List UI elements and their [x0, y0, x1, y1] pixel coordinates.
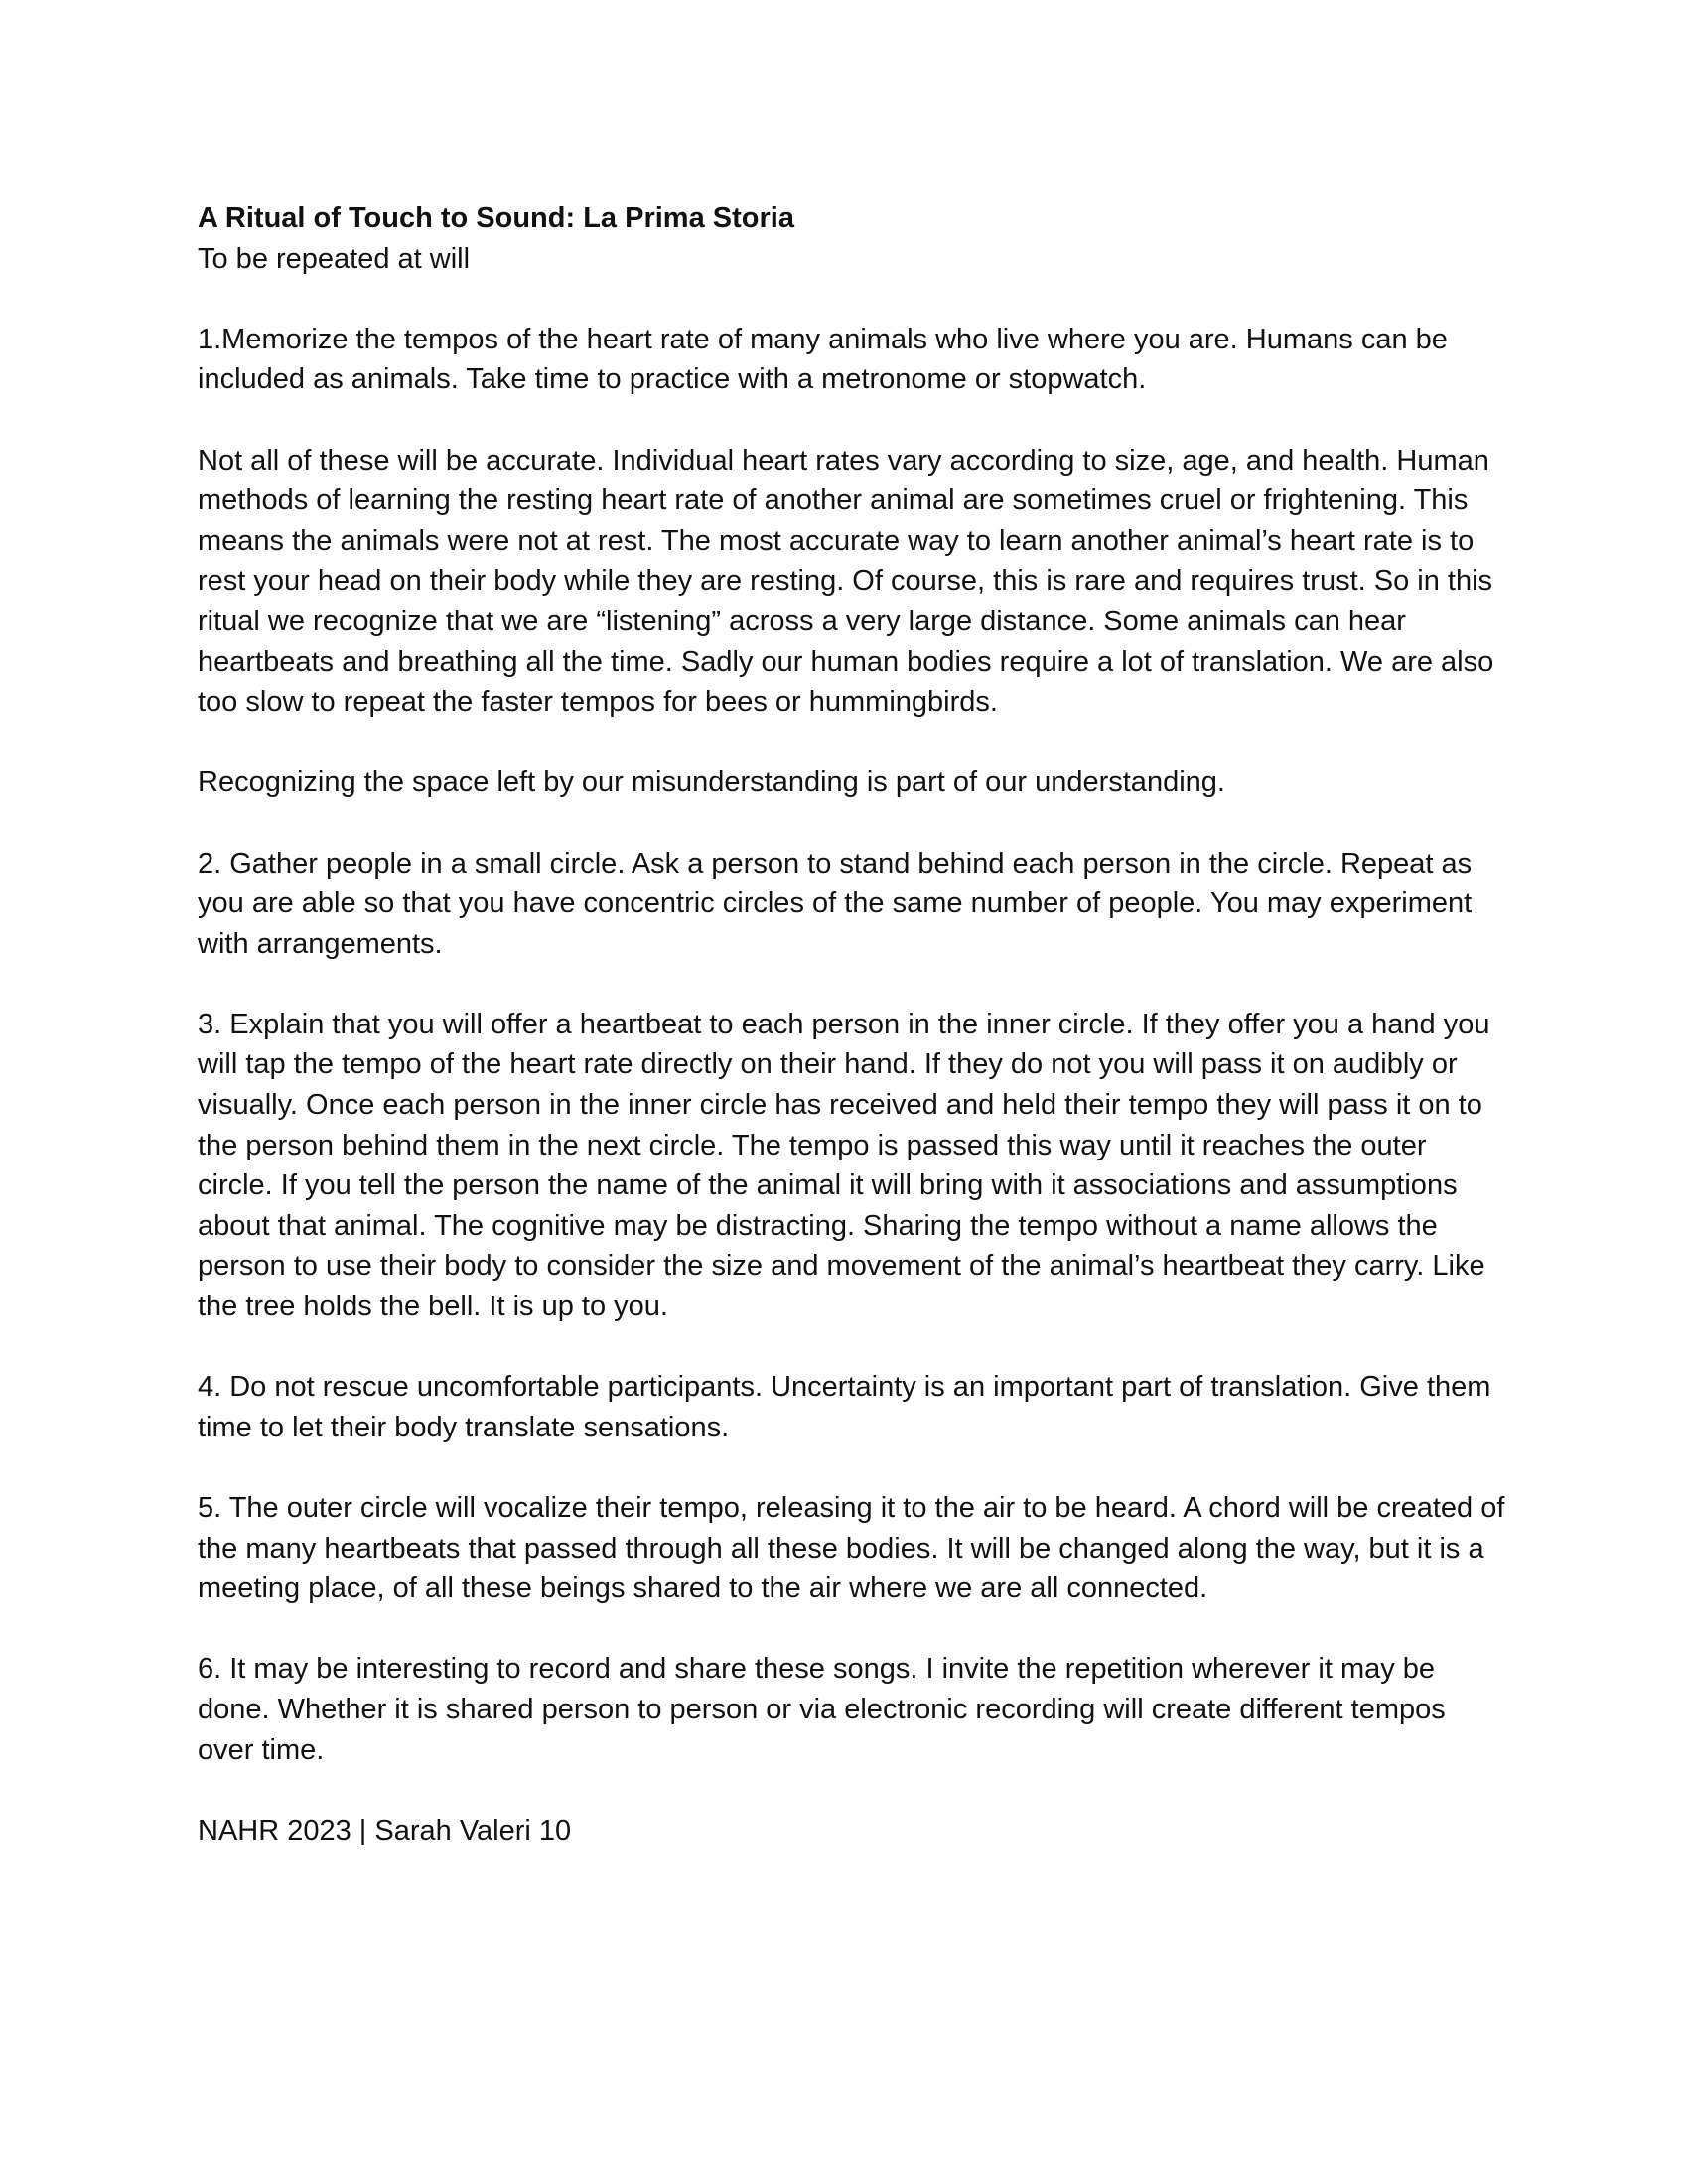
- accuracy-paragraph: Not all of these will be accurate. Individual heart rates vary according to size, age, and health. Human methods of learning the resting heart rate of another animal are sometimes cruel or frightening. This means the animals were not at rest. The most accurate way to learn another animal’s heart rate is to rest your head on their body while they are resting. Of course, this is rare and requires trust. So in this ritual we recognize that we are “listening” across a very large distance. Some animals can hear heartbeats and breathing all the time. Sadly our human bodies require a lot of translation. We are also too slow to repeat the faster tempos for bees or hummingbirds.: [198, 444, 1494, 719]
- document-page: [198, 199, 1508, 1850]
- step-3-paragraph: 3. Explain that you will offer a heartbeat to each person in the inner circle. If they offer you a hand you will tap the tempo of the heart rate directly on their hand. If they do not you will pass it on audibly or visually. Once each person in the inner circle has received and held their tempo they will pass it on to the person behind them in the next circle. The tempo is passed this way until it reaches the outer circle. If you tell the person the name of the animal it will bring with it associations and assumptions about that animal. The cognitive may be distracting. Sharing the tempo without a name allows the person to use their body to consider the size and movement of the animal’s heartbeat they carry. Like the tree holds the bell. It is up to you.: [198, 1008, 1490, 1323]
- step-6-paragraph: 6. It may be interesting to record and share these songs. I invite the repetition wherever it may be done. Whether it is shared person to person or via electronic recording will create different tempos over time.: [198, 1653, 1446, 1766]
- document-title: A Ritual of Touch to Sound: La Prima Storia: [198, 203, 794, 234]
- step-5-paragraph: 5. The outer circle will vocalize their tempo, releasing it to the air to be heard. A chord will be created of the many heartbeats that passed through all these bodies. It will be changed along the way, but it is a meeting place, of all these beings shared to the air where we are all connected.: [198, 1492, 1505, 1605]
- document-subtitle: To be repeated at will: [198, 242, 471, 275]
- understanding-paragraph: Recognizing the space left by our misunderstanding is part of our understanding.: [198, 766, 1225, 799]
- document-footer: NAHR 2023 | Sarah Valeri 10: [198, 1814, 572, 1846]
- step-2-paragraph: 2. Gather people in a small circle. Ask a person to stand behind each person in the circle. Repeat as you are able so that you have concentric circles of the same number of people. You may experiment with arrangements.: [198, 847, 1473, 960]
- step-4-paragraph: 4. Do not rescue uncomfortable participants. Uncertainty is an important part of translation. Give them time to let their body translate sensations.: [198, 1371, 1491, 1443]
- step-1-paragraph: 1.Memorize the tempos of the heart rate of many animals who live where you are. Humans can be included as animals. Take time to practice with a metronome or stopwatch.: [198, 323, 1448, 396]
